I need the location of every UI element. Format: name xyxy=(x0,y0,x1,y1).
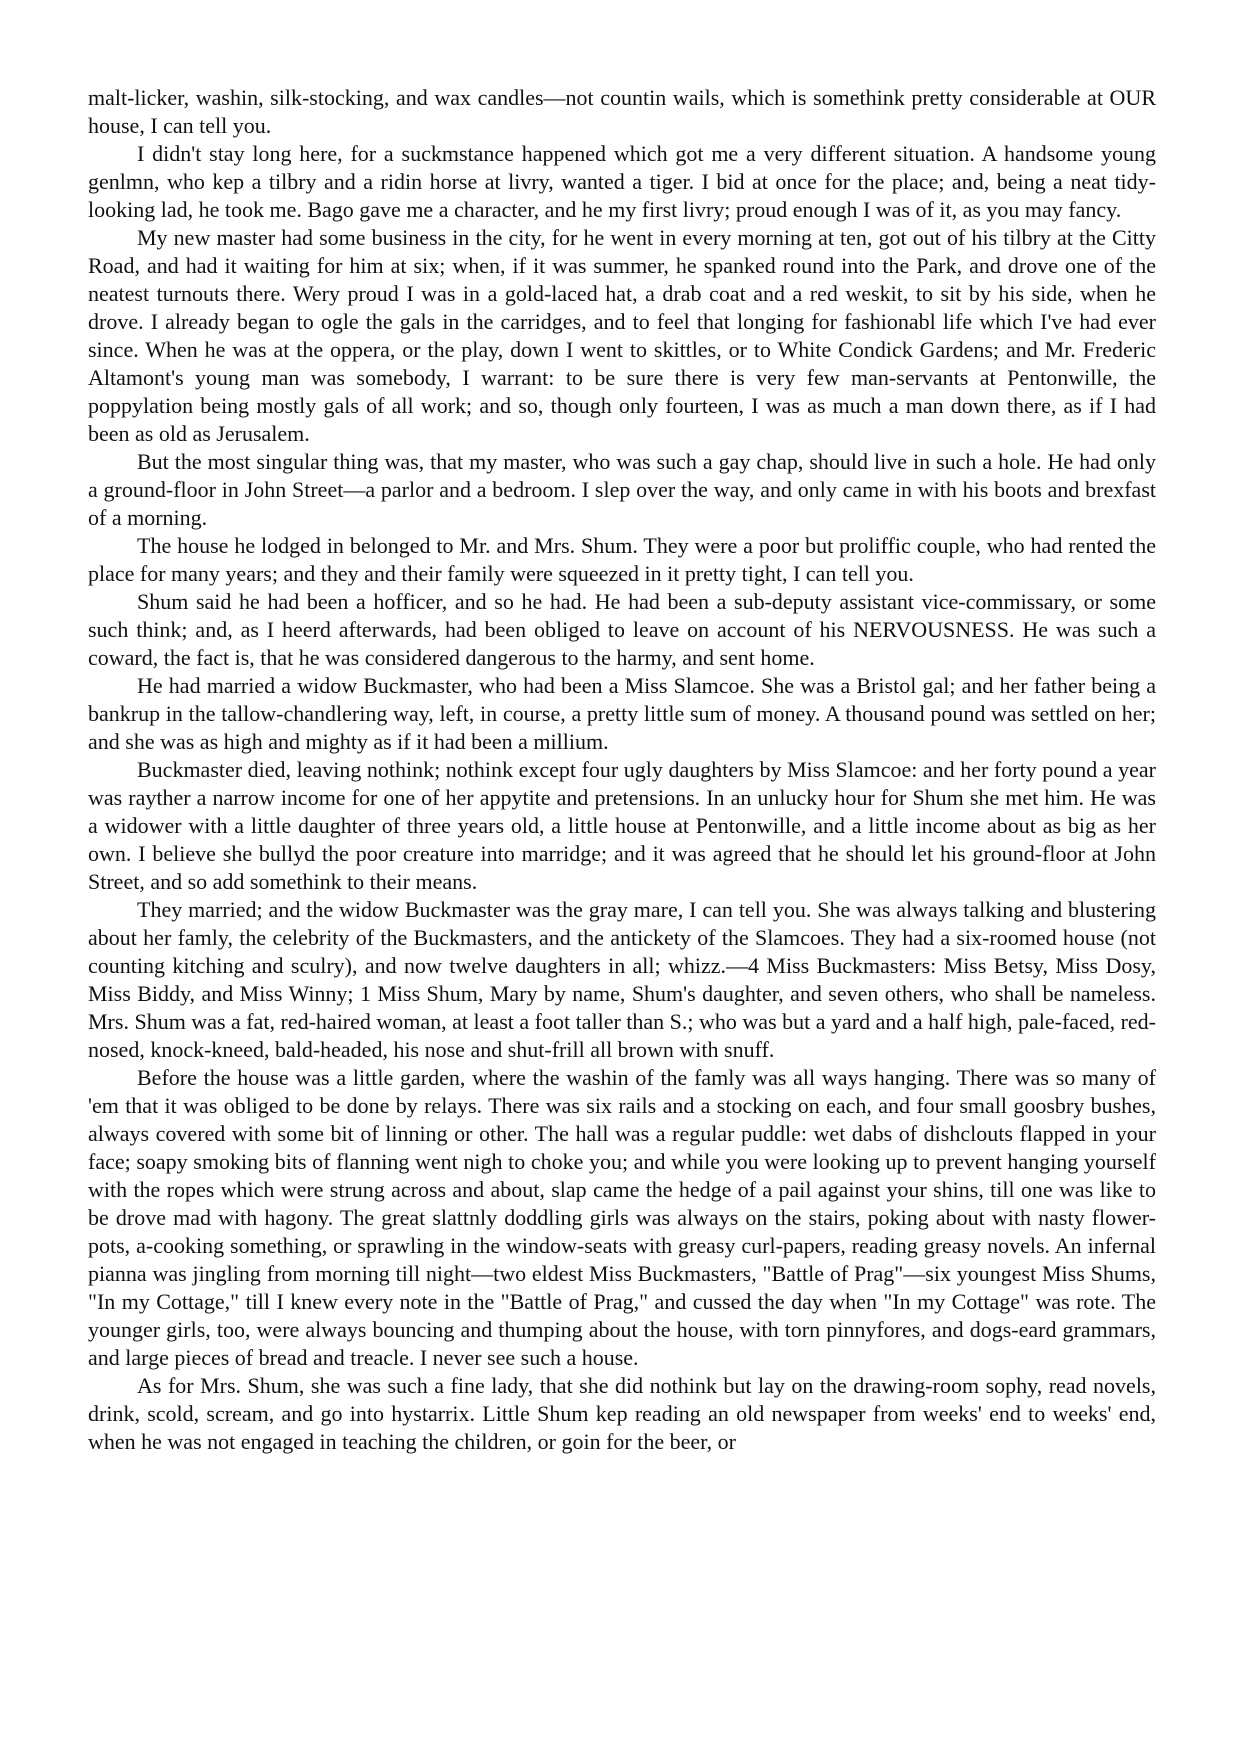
document-page xyxy=(88,84,1156,1456)
paragraph: The house he lodged in belonged to Mr. and Mrs. Shum. They were a poor but proliffic couple, who had rented the place for many years; and they and their family were squeezed in it pretty tight, I can tell you. xyxy=(88,533,1156,586)
paragraph: But the most singular thing was, that my master, who was such a gay chap, should live in such a hole. He had only a ground-floor in John Street—a parlor and a bedroom. I slep over the way, and only came in with his boots and brexfast of a morning. xyxy=(88,449,1156,530)
paragraph: Buckmaster died, leaving nothink; nothink except four ugly daughters by Miss Slamcoe: and her forty pound a year was rayther a narrow income for one of her appytite and pretensions. In an unlucky hour for Shum she met him. He was a widower with a little daughter of three years old, a little house at Pentonwille, and a little income about as big as her own. I believe she bullyd the poor creature into marridge; and it was agreed that he should let his ground-floor at John Street, and so add somethink to their means. xyxy=(88,757,1156,894)
paragraph: I didn't stay long here, for a suckmstance happened which got me a very different situation. A handsome young genlmn, who kep a tilbry and a ridin horse at livry, wanted a tiger. I bid at once for the place; and, being a neat tidy-looking lad, he took me. Bago gave me a character, and he my first livry; proud enough I was of it, as you may fancy. xyxy=(88,141,1156,222)
paragraph: Shum said he had been a hofficer, and so he had. He had been a sub-deputy assistant vice-commissary, or some such think; and, as I heerd afterwards, had been obliged to leave on account of his NERVOUSNESS. He was such a coward, the fact is, that he was considered dangerous to the harmy, and sent home. xyxy=(88,589,1156,670)
paragraph: As for Mrs. Shum, she was such a fine lady, that she did nothink but lay on the drawing-room sophy, read novels, drink, scold, scream, and go into hystarrix. Little Shum kep reading an old newspaper from weeks' end to weeks' end, when he was not engaged in teaching the children, or goin for the beer, or xyxy=(88,1373,1156,1454)
paragraph: They married; and the widow Buckmaster was the gray mare, I can tell you. She was always talking and blustering about her famly, the celebrity of the Buckmasters, and the antickety of the Slamcoes. They had a six-roomed house (not counting kitching and sculry), and now twelve daughters in all; whizz.—4 Miss Buckmasters: Miss Betsy, Miss Dosy, Miss Biddy, and Miss Winny; 1 Miss Shum, Mary by name, Shum's daughter, and seven others, who shall be nameless. Mrs. Shum was a fat, red-haired woman, at least a foot taller than S.; who was but a yard and a half high, pale-faced, red-nosed, knock-kneed, bald-headed, his nose and shut-frill all brown with snuff. xyxy=(88,897,1156,1062)
paragraph-continued: malt-licker, washin, silk-stocking, and wax candles—not countin wails, which is somethink pretty considerable at OUR house, I can tell you. xyxy=(88,85,1156,138)
paragraph: My new master had some business in the city, for he went in every morning at ten, got out of his tilbry at the Citty Road, and had it waiting for him at six; when, if it was summer, he spanked round into the Park, and drove one of the neatest turnouts there. Wery proud I was in a gold-laced hat, a drab coat and a red weskit, to sit by his side, when he drove. I already began to ogle the gals in the carridges, and to feel that longing for fashionabl life which I've had ever since. When he was at the oppera, or the play, down I went to skittles, or to White Condick Gardens; and Mr. Frederic Altamont's young man was somebody, I warrant: to be sure there is very few man-servants at Pentonwille, the poppylation being mostly gals of all work; and so, though only fourteen, I was as much a man down there, as if I had been as old as Jerusalem. xyxy=(88,225,1156,446)
paragraph: Before the house was a little garden, where the washin of the famly was all ways hanging. There was so many of 'em that it was obliged to be done by relays. There was six rails and a stocking on each, and four small goosbry bushes, always covered with some bit of linning or other. The hall was a regular puddle: wet dabs of dishclouts flapped in your face; soapy smoking bits of flanning went nigh to choke you; and while you were looking up to prevent hanging yourself with the ropes which were strung across and about, slap came the hedge of a pail against your shins, till one was like to be drove mad with hagony. The great slattnly doddling girls was always on the stairs, poking about with nasty flower-pots, a-cooking something, or sprawling in the window-seats with greasy curl-papers, reading greasy novels. An infernal pianna was jingling from morning till night—two eldest Miss Buckmasters, "Battle of Prag"—six youngest Miss Shums, "In my Cottage," till I knew every note in the "Battle of Prag," and cussed the day when "In my Cottage" was rote. The younger girls, too, were always bouncing and thumping about the house, with torn pinnyfores, and dogs-eard grammars, and large pieces of bread and treacle. I never see such a house. xyxy=(88,1065,1156,1370)
paragraph: He had married a widow Buckmaster, who had been a Miss Slamcoe. She was a Bristol gal; and her father being a bankrup in the tallow-chandlering way, left, in course, a pretty little sum of money. A thousand pound was settled on her; and she was as high and mighty as if it had been a millium. xyxy=(88,673,1156,754)
